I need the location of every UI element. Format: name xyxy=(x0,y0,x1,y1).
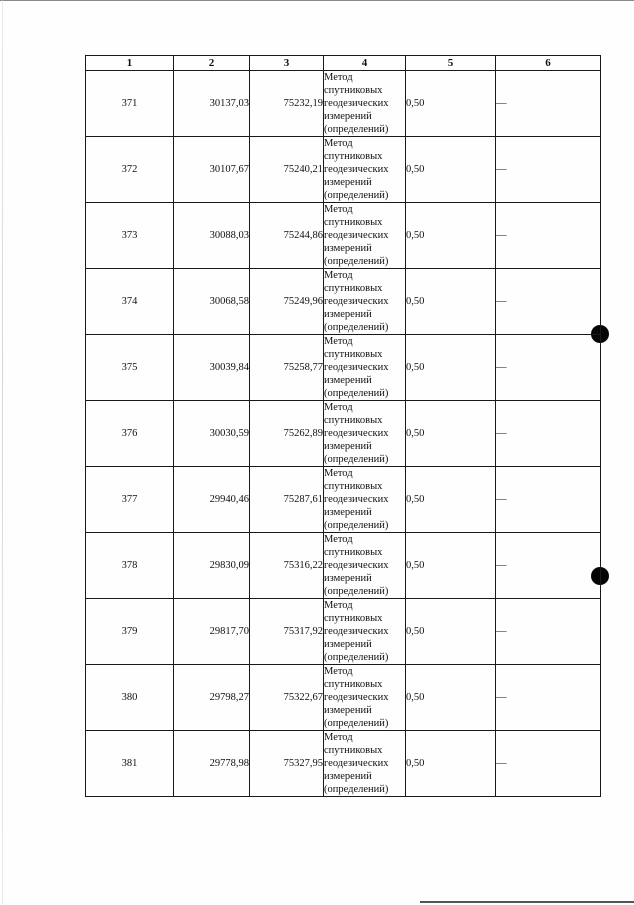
method-text-line: измерений xyxy=(324,507,372,518)
x-coordinate-cell: 30030,59 xyxy=(174,401,250,467)
note-cell: — xyxy=(496,137,601,203)
accuracy-cell: 0,50 xyxy=(406,71,496,137)
method-text-line: измерений xyxy=(324,771,372,782)
x-coordinate-cell: 29817,70 xyxy=(174,599,250,665)
accuracy-cell: 0,50 xyxy=(406,533,496,599)
point-number-cell: 379 xyxy=(86,599,174,665)
method-text-line: Метод xyxy=(324,534,353,545)
method-text-line: Метод xyxy=(324,204,353,215)
point-number-cell: 377 xyxy=(86,467,174,533)
y-coordinate-cell: 75287,61 xyxy=(250,467,324,533)
table-row xyxy=(86,203,601,269)
method-text-line: геодезических xyxy=(324,494,389,505)
method-text-line: Метод xyxy=(324,72,353,83)
method-text-line: геодезических xyxy=(324,164,389,175)
y-coordinate-cell: 75249,96 xyxy=(250,269,324,335)
note-cell: — xyxy=(496,533,601,599)
x-coordinate-cell: 30088,03 xyxy=(174,203,250,269)
y-coordinate-cell: 75316,22 xyxy=(250,533,324,599)
x-coordinate-cell: 30068,58 xyxy=(174,269,250,335)
table-row xyxy=(86,731,601,797)
method-text-line: Метод xyxy=(324,336,353,347)
method-text-line: (определений) xyxy=(324,520,389,531)
method-text-line: Метод xyxy=(324,666,353,677)
point-number-cell: 381 xyxy=(86,731,174,797)
method-text-line: геодезических xyxy=(324,560,389,571)
x-coordinate-cell: 30137,03 xyxy=(174,71,250,137)
method-text-line: спутниковых xyxy=(324,349,383,360)
method-text-line: (определений) xyxy=(324,586,389,597)
table-row xyxy=(86,665,601,731)
point-number-cell: 374 xyxy=(86,269,174,335)
x-coordinate-cell: 29798,27 xyxy=(174,665,250,731)
table-row xyxy=(86,71,601,137)
note-cell: — xyxy=(496,599,601,665)
method-text-line: геодезических xyxy=(324,692,389,703)
method-text-line: спутниковых xyxy=(324,613,383,624)
method-cell xyxy=(324,137,406,203)
column-header-4: 4 xyxy=(324,56,406,71)
point-number-cell: 376 xyxy=(86,401,174,467)
method-text-line: спутниковых xyxy=(324,415,383,426)
note-cell: — xyxy=(496,665,601,731)
table-row xyxy=(86,137,601,203)
method-text-line: измерений xyxy=(324,705,372,716)
accuracy-cell: 0,50 xyxy=(406,203,496,269)
method-text-line: (определений) xyxy=(324,718,389,729)
method-text-line: Метод xyxy=(324,732,353,743)
method-text-line: (определений) xyxy=(324,322,389,333)
method-text-line: геодезических xyxy=(324,626,389,637)
method-text-line: спутниковых xyxy=(324,151,383,162)
y-coordinate-cell: 75258,77 xyxy=(250,335,324,401)
method-text-line: (определений) xyxy=(324,454,389,465)
table-row xyxy=(86,401,601,467)
y-coordinate-cell: 75322,67 xyxy=(250,665,324,731)
method-text-line: измерений xyxy=(324,441,372,452)
scan-edge-top xyxy=(0,0,634,1)
x-coordinate-cell: 29830,09 xyxy=(174,533,250,599)
x-coordinate-cell: 29940,46 xyxy=(174,467,250,533)
method-text-line: измерений xyxy=(324,243,372,254)
point-number-cell: 375 xyxy=(86,335,174,401)
method-cell xyxy=(324,335,406,401)
note-cell: — xyxy=(496,467,601,533)
method-text-line: Метод xyxy=(324,402,353,413)
method-text-line: (определений) xyxy=(324,652,389,663)
method-cell xyxy=(324,665,406,731)
x-coordinate-cell: 30107,67 xyxy=(174,137,250,203)
note-cell: — xyxy=(496,731,601,797)
accuracy-cell: 0,50 xyxy=(406,401,496,467)
method-text-line: Метод xyxy=(324,468,353,479)
method-text-line: геодезических xyxy=(324,98,389,109)
coordinates-table xyxy=(85,55,601,797)
method-text-line: (определений) xyxy=(324,388,389,399)
method-text-line: геодезических xyxy=(324,362,389,373)
method-cell xyxy=(324,599,406,665)
method-text-line: измерений xyxy=(324,111,372,122)
method-text-line: спутниковых xyxy=(324,217,383,228)
method-text-line: спутниковых xyxy=(324,283,383,294)
method-cell xyxy=(324,731,406,797)
point-number-cell: 378 xyxy=(86,533,174,599)
accuracy-cell: 0,50 xyxy=(406,137,496,203)
y-coordinate-cell: 75317,92 xyxy=(250,599,324,665)
note-cell: — xyxy=(496,71,601,137)
point-number-cell: 372 xyxy=(86,137,174,203)
point-number-cell: 371 xyxy=(86,71,174,137)
method-text-line: измерений xyxy=(324,375,372,386)
table-row xyxy=(86,533,601,599)
point-number-cell: 373 xyxy=(86,203,174,269)
method-text-line: геодезических xyxy=(324,758,389,769)
x-coordinate-cell: 30039,84 xyxy=(174,335,250,401)
method-cell xyxy=(324,401,406,467)
note-cell: — xyxy=(496,269,601,335)
y-coordinate-cell: 75240,21 xyxy=(250,137,324,203)
note-cell: — xyxy=(496,203,601,269)
accuracy-cell: 0,50 xyxy=(406,269,496,335)
method-text-line: (определений) xyxy=(324,784,389,795)
y-coordinate-cell: 75244,86 xyxy=(250,203,324,269)
accuracy-cell: 0,50 xyxy=(406,665,496,731)
method-cell xyxy=(324,71,406,137)
method-text-line: спутниковых xyxy=(324,679,383,690)
table-row xyxy=(86,335,601,401)
table-row xyxy=(86,599,601,665)
method-text-line: Метод xyxy=(324,270,353,281)
method-text-line: (определений) xyxy=(324,190,389,201)
table-row xyxy=(86,269,601,335)
method-text-line: измерений xyxy=(324,177,372,188)
note-cell: — xyxy=(496,401,601,467)
accuracy-cell: 0,50 xyxy=(406,731,496,797)
method-cell xyxy=(324,203,406,269)
method-text-line: геодезических xyxy=(324,296,389,307)
method-text-line: геодезических xyxy=(324,230,389,241)
accuracy-cell: 0,50 xyxy=(406,335,496,401)
method-text-line: Метод xyxy=(324,138,353,149)
method-text-line: спутниковых xyxy=(324,745,383,756)
table-header-row xyxy=(86,56,601,71)
x-coordinate-cell: 29778,98 xyxy=(174,731,250,797)
column-header-1: 1 xyxy=(86,56,174,71)
method-text-line: (определений) xyxy=(324,256,389,267)
method-cell xyxy=(324,533,406,599)
column-header-3: 3 xyxy=(250,56,324,71)
method-text-line: спутниковых xyxy=(324,481,383,492)
table-body xyxy=(86,71,601,797)
column-header-6: 6 xyxy=(496,56,601,71)
table-row xyxy=(86,467,601,533)
point-number-cell: 380 xyxy=(86,665,174,731)
column-header-5: 5 xyxy=(406,56,496,71)
accuracy-cell: 0,50 xyxy=(406,599,496,665)
column-header-2: 2 xyxy=(174,56,250,71)
y-coordinate-cell: 75327,95 xyxy=(250,731,324,797)
method-text-line: спутниковых xyxy=(324,85,383,96)
method-text-line: геодезических xyxy=(324,428,389,439)
method-text-line: измерений xyxy=(324,573,372,584)
accuracy-cell: 0,50 xyxy=(406,467,496,533)
method-text-line: измерений xyxy=(324,639,372,650)
y-coordinate-cell: 75262,89 xyxy=(250,401,324,467)
scan-edge-left xyxy=(2,0,3,905)
method-text-line: измерений xyxy=(324,309,372,320)
note-cell: — xyxy=(496,335,601,401)
scan-edge-bottom xyxy=(420,901,634,903)
method-text-line: Метод xyxy=(324,600,353,611)
method-text-line: (определений) xyxy=(324,124,389,135)
method-text-line: спутниковых xyxy=(324,547,383,558)
method-cell xyxy=(324,269,406,335)
y-coordinate-cell: 75232,19 xyxy=(250,71,324,137)
method-cell xyxy=(324,467,406,533)
